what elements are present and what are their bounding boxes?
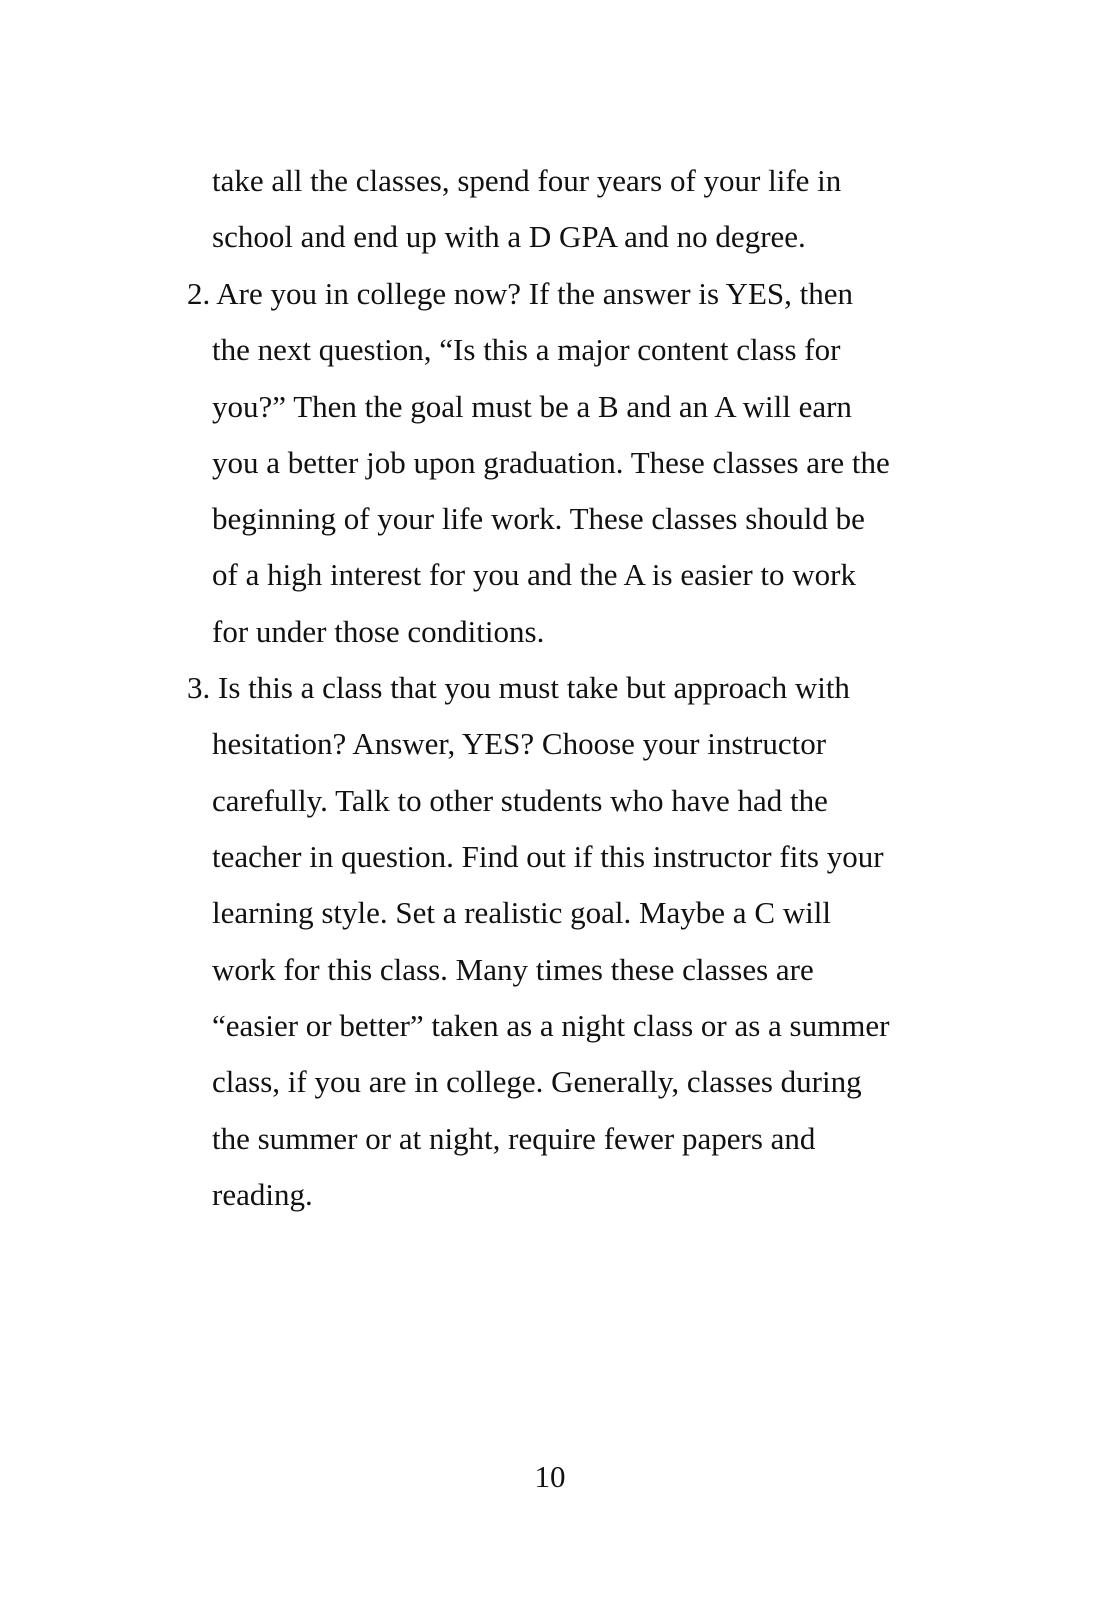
text-line: work for this class. Many times these classes are <box>212 952 814 987</box>
text-line: reading. <box>212 1177 313 1212</box>
text-line: 3. Is this a class that you must take but approach with <box>187 670 850 705</box>
text-line: you?” Then the goal must be a B and an A will earn <box>212 389 852 424</box>
text-line: you a better job upon graduation. These classes are the <box>212 445 890 480</box>
text-line: the next question, “Is this a major content class for <box>212 332 841 367</box>
text-line: hesitation? Answer, YES? Choose your instructor <box>212 726 827 761</box>
text-line: school and end up with a D GPA and no degree. <box>212 219 806 254</box>
text-line: carefully. Talk to other students who have had the <box>212 783 828 818</box>
text-line: 2. Are you in college now? If the answer is YES, then <box>187 276 854 311</box>
text-line: beginning of your life work. These classes should be <box>212 501 865 536</box>
text-line: class, if you are in college. Generally, classes during <box>212 1064 862 1099</box>
text-line: take all the classes, spend four years of your life in <box>212 163 842 198</box>
text-line: of a high interest for you and the A is easier to work <box>212 557 856 592</box>
text-line: “easier or better” taken as a night class or as a summer <box>212 1008 890 1043</box>
text-line: teacher in question. Find out if this instructor fits your <box>212 839 884 874</box>
text-line: the summer or at night, require fewer papers and <box>212 1121 816 1156</box>
page-number: 10 <box>534 1459 566 1494</box>
text-line: learning style. Set a realistic goal. Maybe a C will <box>212 895 831 930</box>
text-line: for under those conditions. <box>212 614 545 649</box>
